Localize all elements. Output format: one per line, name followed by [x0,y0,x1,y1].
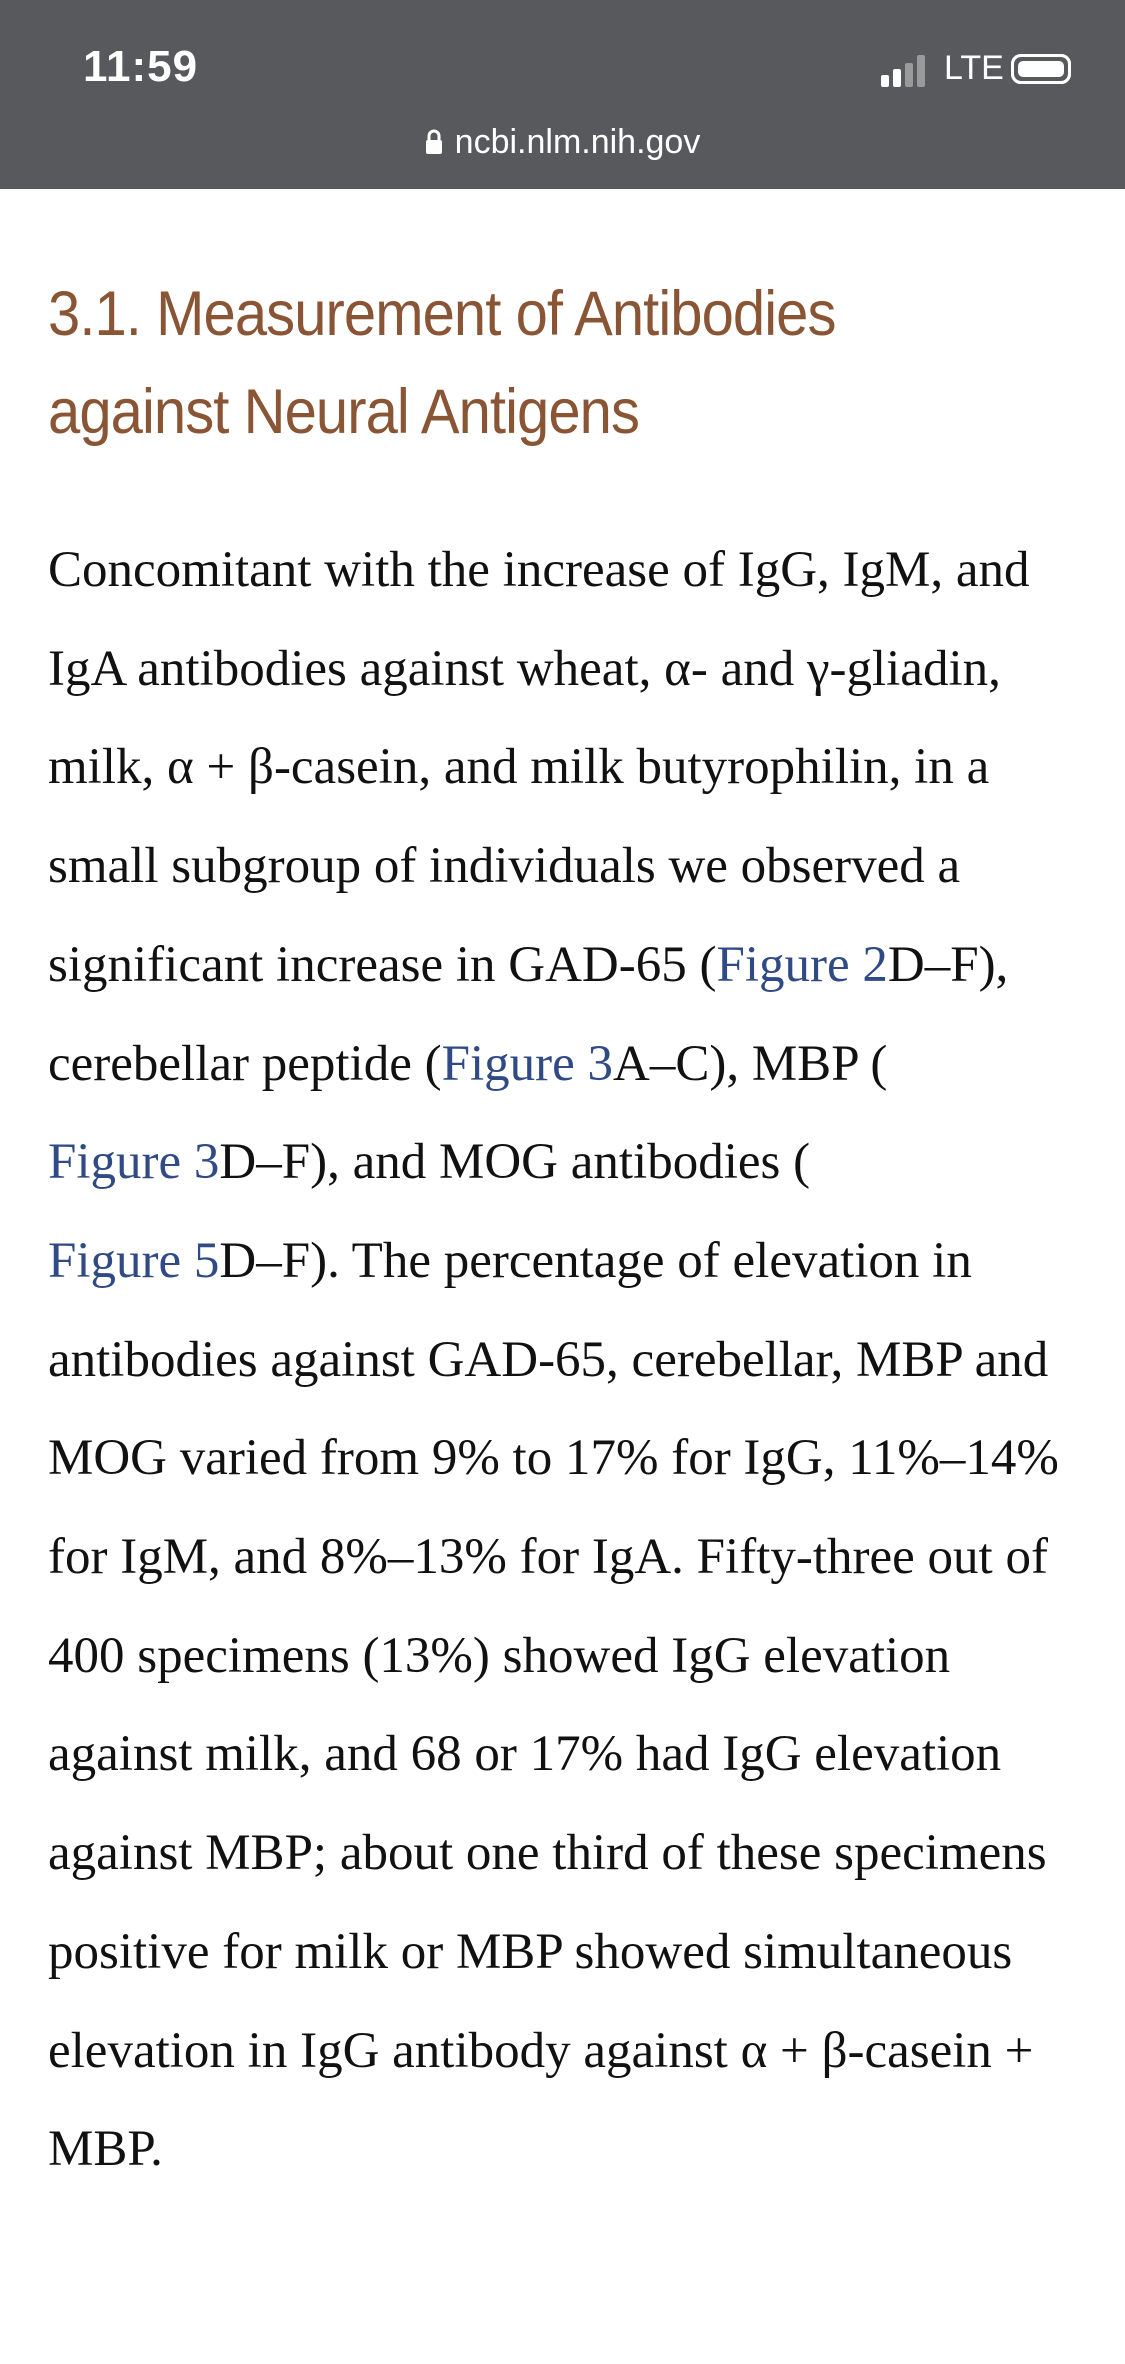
signal-strength-icon [881,55,931,87]
figure-3-link-2[interactable]: Figure 3 [48,1134,220,1191]
section-heading-line2: against Neural Antigens [48,377,640,447]
figure-2-link[interactable]: Figure 2 [716,936,888,993]
figure-3-link[interactable]: Figure 3 [441,1035,613,1092]
paragraph-text-3: A–C), MBP ( [613,1035,888,1092]
paragraph-text-1: Concomitant with the increase of IgG, IgM, and IgA antibodies against wheat, α- and γ-gliadin, milk, α + β-casein, and milk butyrophilin, in a small subgroup of individuals we observed a significant increase in GAD-65 ( [48,542,1030,993]
article-content [48,265,1088,2199]
paragraph-text-5: D–F). The percentage of elevation in antibodies against GAD-65, cerebellar, MBP and MOG varied from 9% to 17% for IgG, 11%–14% for IgM, and 8%–13% for IgA. Fifty-three out of 400 specimens (13%) showed IgG elevation against milk, and 68 or 17% had IgG elevation against MBP; about one third of these specimens positive for milk or MBP showed simultaneous elevation in IgG antibody against α + β-casein + MBP. [48,1232,1059,2178]
network-type: LTE [944,49,1004,87]
clock: 11:59 [83,42,199,91]
figure-5-link[interactable]: Figure 5 [48,1232,220,1289]
lock-icon [425,129,443,155]
body-paragraph [48,521,1088,2199]
section-heading-line1: 3.1. Measurement of Antibodies [48,279,836,349]
address-bar[interactable] [0,118,1125,166]
paragraph-text-4: D–F), and MOG antibodies ( [219,1134,811,1191]
section-heading [48,265,1088,461]
paragraph-text-2: D–F), cerebellar peptide ( [48,936,1009,1092]
url-text[interactable]: ncbi.nlm.nih.gov [454,122,701,161]
battery-nub [1011,54,1071,84]
status-bar [0,0,1125,189]
